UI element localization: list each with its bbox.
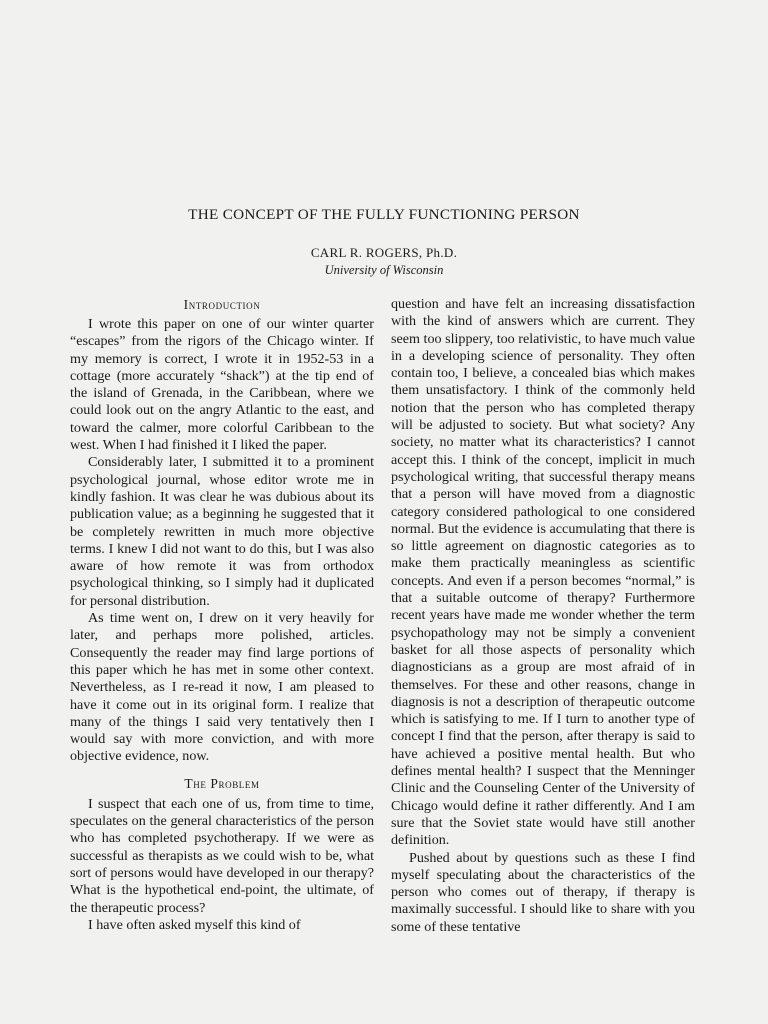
paragraph: Considerably later, I submitted it to a prominent psychological journal, whose editor wrote me in kindly fashion. It was clear he was dubious about its publication value; as a beginning he suggested that it be completely rewritten in much more objective terms. I knew I did not want to do this, but I was also aware of how remote it was from orthodox psychological thinking, so I simply had it duplicated for personal distribution. <box>70 454 374 609</box>
right-column <box>391 296 695 936</box>
paragraph: question and have felt an increasing dissatisfaction with the kind of answers which are current. They seem too slippery, too relativistic, to have much value in a developing science of personality. They often contain too, I believe, a concealed bias which makes them unsatisfactory. I think of the commonly held notion that the person who has completed therapy will be adjusted to society. But what society? Any society, no matter what its characteristics? I cannot accept this. I think of the concept, implicit in much psychological writing, that successful therapy means that a person will have moved from a diagnostic category considered pathological to one considered normal. But the evidence is accumulating that there is so little agreement on diagnostic categories as to make them practically meaningless as scientific concepts. And even if a person becomes “normal,” is that a suitable outcome of therapy? Furthermore recent years have made me wonder whether the term psychopathology may not be simply a convenient basket for all those aspects of personality which diagnosticians as a group are most afraid of in themselves. For these and other reasons, change in diagnosis is not a description of therapeutic outcome which is satisfying to me. If I turn to another type of concept I find that the person, after therapy is said to have achieved a positive mental health. But who defines mental health? I suspect that the Menninger Clinic and the Counseling Center of the University of Chicago would define it rather differently. And I am sure that the Soviet state would have still another definition. <box>391 296 695 849</box>
left-column <box>70 296 374 934</box>
author-name: CARL R. ROGERS, Ph.D. <box>310 245 458 260</box>
paragraph: As time went on, I drew on it very heavily for later, and perhaps more polished, articles. Consequently the reader may find large portions of this paper which he has met in some other context. Nevertheless, as I re-read it now, I am pleased to have it come out in its original form. I realize that many of the things I said very tentatively then I would say with more conviction, and with more objective evidence, now. <box>70 610 374 765</box>
paragraph: I have often asked myself this kind of <box>88 916 301 933</box>
paper-title: THE CONCEPT OF THE FULLY FUNCTIONING PERSON <box>188 206 580 223</box>
paragraph: Pushed about by questions such as these I find myself speculating about the characteristics of the person who comes out of therapy, if therapy is maximally successful. I should like to share with you some of these tentative <box>391 849 695 935</box>
section-heading-problem: The Problem <box>184 775 260 791</box>
author-affiliation: University of Wisconsin <box>324 263 444 277</box>
paragraph: I suspect that each one of us, from time to time, speculates on the general characteristics of the person who has completed psychotherapy. If we were as successful as therapists as we could wish to be, what sort of persons would have developed in our therapy? What is the hypothetical end-point, the ultimate, of the therapeutic process? <box>70 795 374 916</box>
section-heading-introduction: Introduction <box>183 297 261 312</box>
paragraph: I wrote this paper on one of our winter quarter “escapes” from the rigors of the Chicago winter. If my memory is correct, I wrote it in 1952-53 in a cottage (more accurately “shack”) at the tip end of the island of Grenada, in the Caribbean, where we could look out on the angry Atlantic to the east, and toward the calmer, more colorful Caribbean to the west. When I had finished it I liked the paper. <box>70 316 374 454</box>
